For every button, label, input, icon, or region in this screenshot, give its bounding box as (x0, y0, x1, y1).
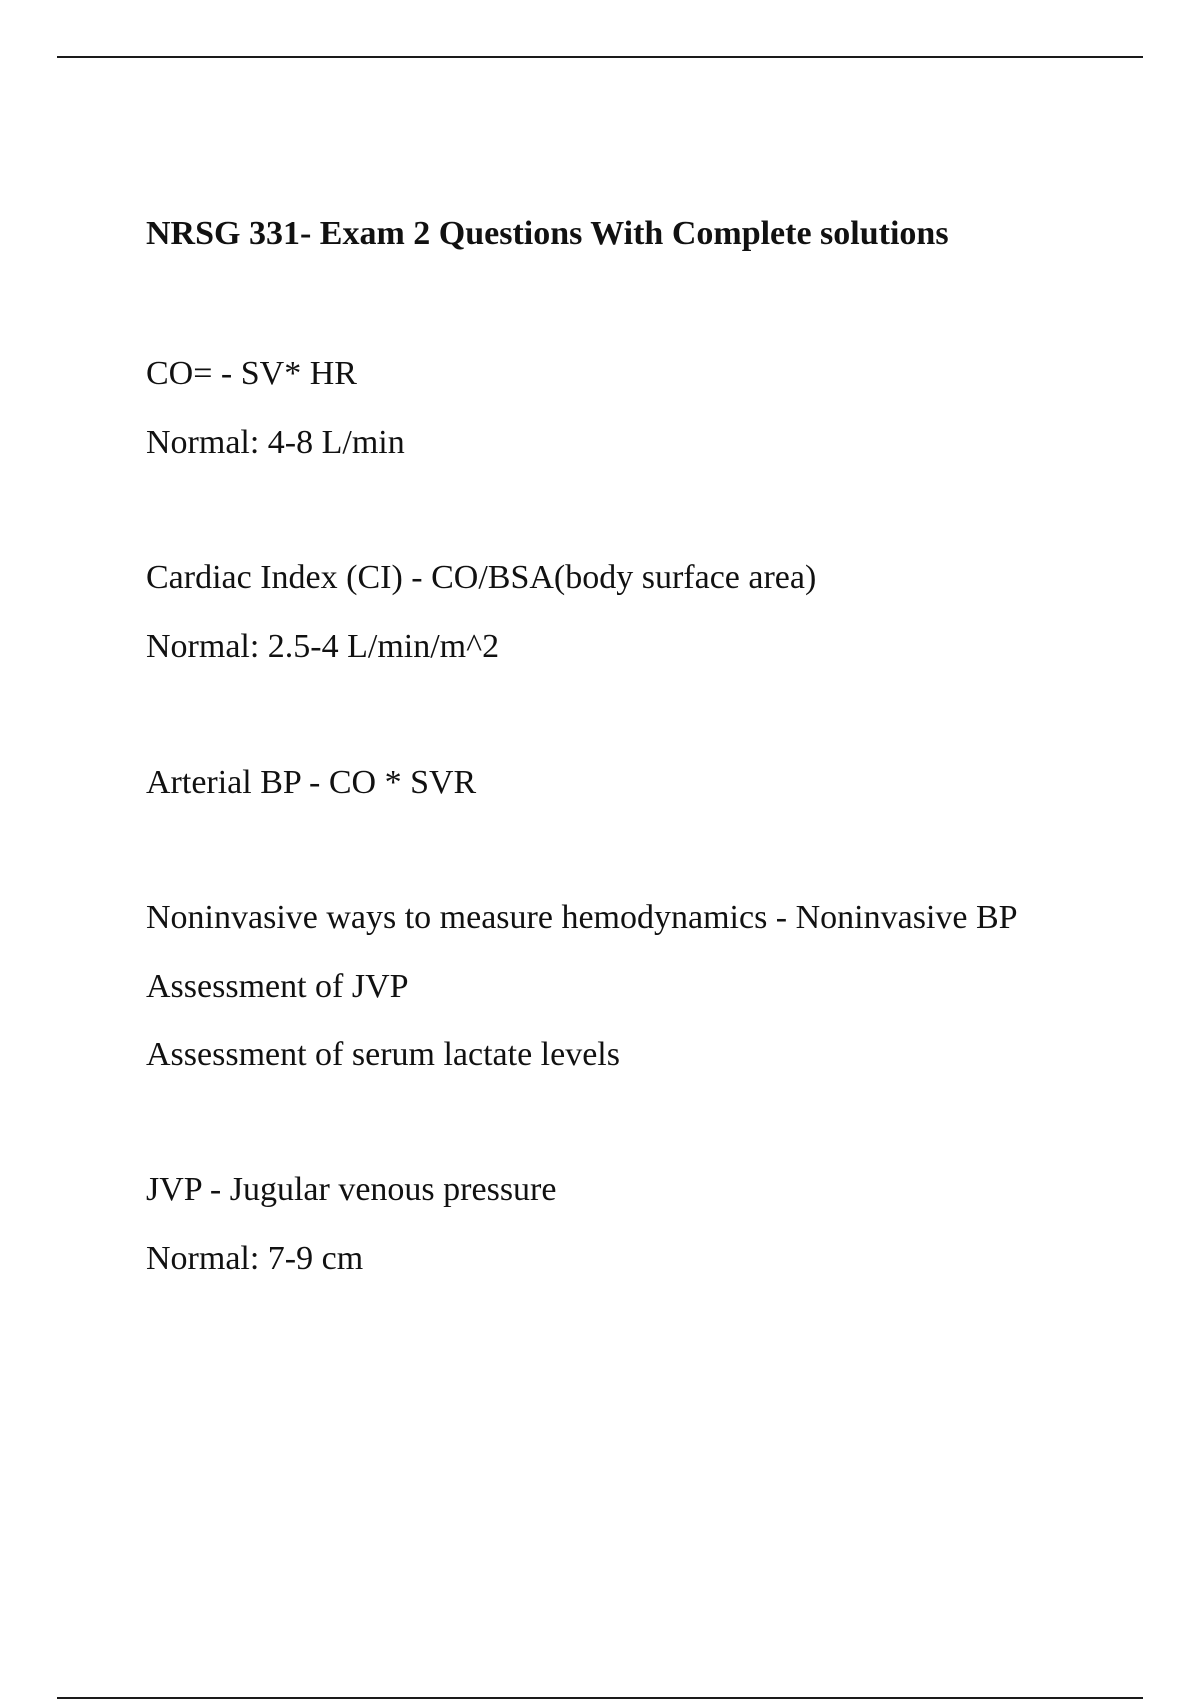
entry-term: Noninvasive ways to measure hemodynamics - Noninvasive BP (146, 899, 1018, 936)
entry-detail: Normal: 2.5-4 L/min/m^2 (146, 628, 500, 665)
entry-detail: Assessment of JVP (146, 968, 409, 1005)
document-title: NRSG 331- Exam 2 Questions With Complete solutions (146, 215, 949, 252)
entry-detail: Normal: 7-9 cm (146, 1240, 364, 1277)
entry-detail: Normal: 4-8 L/min (146, 424, 405, 461)
entry-term: Cardiac Index (CI) - CO/BSA(body surface area) (146, 559, 817, 596)
entry-term: CO= - SV* HR (146, 355, 357, 392)
top-divider (57, 56, 1143, 58)
bottom-divider (57, 1697, 1143, 1699)
entry-term: Arterial BP - CO * SVR (146, 764, 477, 801)
entry-detail: Assessment of serum lactate levels (146, 1036, 620, 1073)
entry-term: JVP - Jugular venous pressure (146, 1171, 557, 1208)
